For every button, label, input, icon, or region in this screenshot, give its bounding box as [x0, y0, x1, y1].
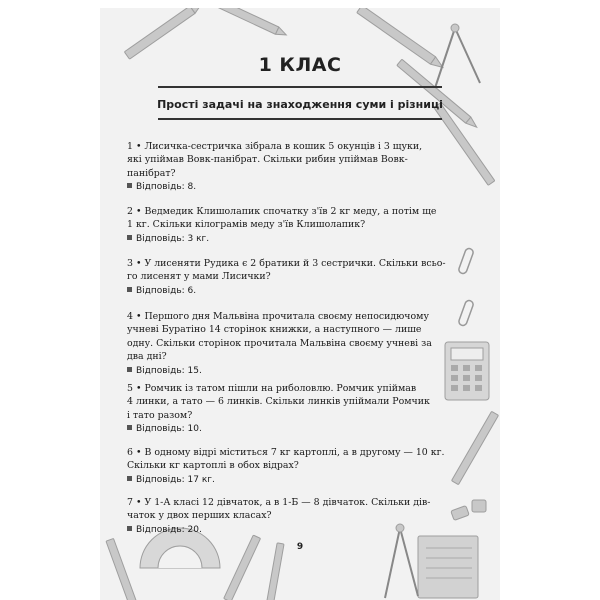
book-page — [100, 8, 500, 600]
task-text: 2 • Ведмедик Клишолапик спочатку з'їв 2 кг меду, а потім ще 1 кг. Скільки кілограмів меду з'їв Клишолапик? — [127, 206, 437, 231]
task-answer: Відповідь: 15. — [127, 365, 477, 378]
section-subtitle: Прості задачі на знаходження суми і різниці — [157, 98, 443, 111]
task-answer: Відповідь: 10. — [127, 423, 477, 436]
task-6 — [127, 446, 477, 487]
task-answer: Відповідь: 8. — [127, 181, 477, 194]
task-1 — [127, 140, 477, 195]
task-text: 4 • Першого дня Мальвіна прочитала своєму непосидючому учневі Буратіно 14 сторінок книжки, а наступного — лише одну. Скільки сторінок прочитала Мальвіна своєму учневі за два дні? — [127, 311, 432, 363]
page-number: 9 — [296, 542, 304, 552]
task-3 — [127, 257, 477, 298]
square-bullet-icon — [127, 287, 132, 292]
task-4 — [127, 310, 477, 378]
task-answer: Відповідь: 3 кг. — [127, 233, 477, 246]
task-7 — [127, 496, 477, 537]
task-text: 5 • Ромчик із татом пішли на риболовлю. Ромчик упіймав 4 линки, а тато — 6 линків. Скільки линків упіймали Ромчик і тато разом? — [127, 383, 430, 421]
square-bullet-icon — [127, 526, 132, 531]
task-text: 3 • У лисеняти Рудика є 2 братики й 3 сестрички. Скільки всьо- го лисенят у мами Лисички? — [127, 258, 446, 283]
task-text: 6 • В одному відрі міститься 7 кг картоплі, а в другому — 10 кг. Скільки кг картоплі в обох відрах? — [127, 447, 445, 472]
square-bullet-icon — [127, 476, 132, 481]
task-text: 7 • У 1-А класі 12 дівчаток, а в 1-Б — 8 дівчаток. Скільки дів- чаток у двох перших класах? — [127, 497, 431, 522]
task-answer: Відповідь: 6. — [127, 285, 477, 298]
task-5 — [127, 382, 477, 437]
square-bullet-icon — [127, 425, 132, 430]
task-answer: Відповідь: 20. — [127, 524, 477, 537]
square-bullet-icon — [127, 235, 132, 240]
pencil-icon — [212, 8, 288, 39]
square-bullet-icon — [127, 367, 132, 372]
task-answer: Відповідь: 17 кг. — [127, 474, 477, 487]
square-bullet-icon — [127, 183, 132, 188]
page-title: 1 КЛАС — [258, 54, 342, 76]
divider — [158, 86, 442, 88]
pencil-icon — [124, 8, 205, 59]
task-text: 1 • Лисичка-сестричка зібрала в кошик 5 окунців і 3 щуки, які упіймав Вовк-панібрат. Скільки рибин упіймав Вовк- панібрат? — [127, 141, 423, 179]
task-2 — [127, 205, 477, 246]
divider — [158, 118, 442, 120]
